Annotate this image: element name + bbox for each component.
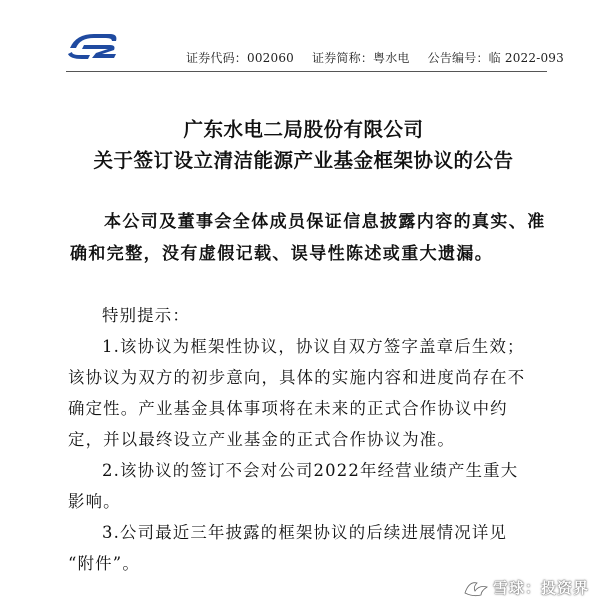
item-3-line: 3.公司最近三年披露的框架协议的后续进展情况详见 [102,523,508,542]
item-1-line: 1.该协议为框架性协议，协议自双方签字盖章后生效； [102,337,525,356]
notice-number: 公告编号：临 2022-093 [427,51,564,65]
stock-abbreviation: 证券简称：粤水电 [312,51,410,65]
announcement-title: 关于签订设立清洁能源产业基金框架协议的公告 [93,149,514,172]
company-name-title: 广东水电二局股份有限公司 [183,118,424,141]
document-header [0,0,607,78]
announcement-meta [186,49,564,66]
special-item-1 [68,331,548,455]
item-2-line: 2.该协议的签订不会对公司2022年经营业绩产生重大 [102,461,519,480]
xueqiu-watermark [463,577,589,598]
item-3-line: “附件”。 [68,554,140,573]
item-2-line: 影响。 [68,492,121,511]
stock-code: 证券代码：002060 [186,51,295,65]
header-divider [66,71,547,72]
item-1-line: 定，并以最终设立产业基金的正式合作协议为准。 [68,430,455,449]
special-item-3 [68,517,548,579]
item-1-line: 确定性。产业基金具体事项将在未来的正式合作协议中约 [68,399,508,418]
item-1-line: 该协议为双方的初步意向，具体的实施内容和进度尚存在不 [68,368,526,387]
watermark-text: 雪球：投资界 [492,579,589,597]
statement-line-1: 本公司及董事会全体成员保证信息披露内容的真实、准 [104,212,546,232]
company-logo-icon [66,28,120,62]
special-item-2 [68,455,548,517]
special-notice-heading: 特别提示： [102,306,190,325]
statement-line-2: 确和完整，没有虚假记载、误导性陈述或重大遗漏。 [70,244,494,264]
xueqiu-logo-icon [463,579,489,597]
